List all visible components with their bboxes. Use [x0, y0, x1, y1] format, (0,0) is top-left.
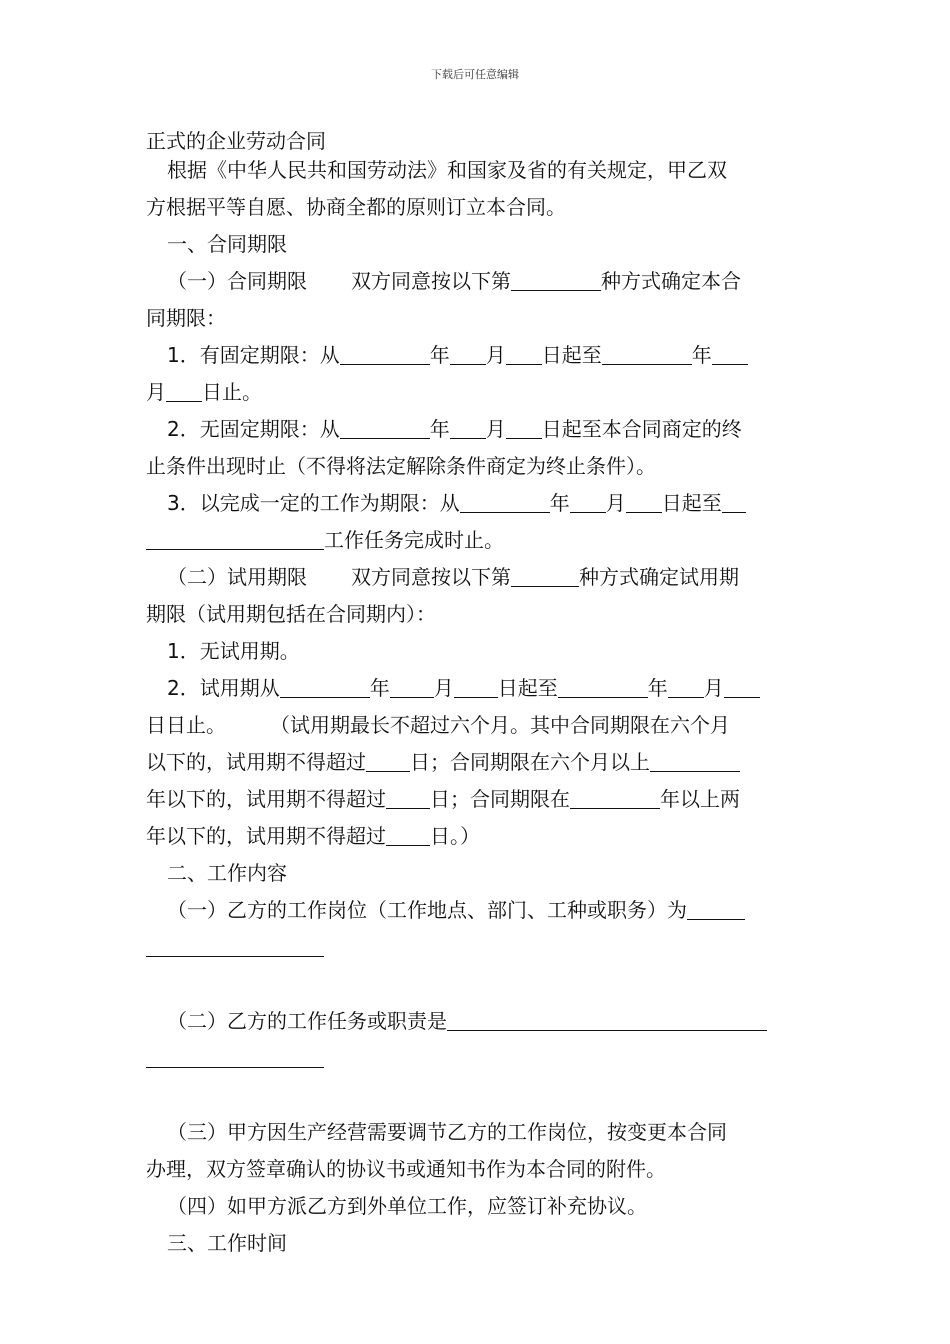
term-method-line-2 — [146, 300, 808, 337]
trial-note-line-3 — [146, 781, 808, 818]
trial-none-line — [146, 633, 808, 670]
spacer — [146, 1077, 808, 1114]
unfixed-term-text-c: 止条件出现时止（不得将法定解除条件商定为终止条件）。 — [146, 454, 656, 478]
job-position-blank-b[interactable] — [146, 936, 324, 957]
task-term-label: 3．以完成一定的工作为期限：从 — [167, 491, 460, 515]
job-duty-text: （二）乙方的工作任务或职责是 — [167, 1009, 447, 1033]
trial-start-month-blank[interactable] — [390, 677, 434, 698]
section-3-heading — [146, 1225, 808, 1262]
trial-text-c: 期限（试用期包括在合同期内）： — [146, 602, 436, 626]
trial-start-year-blank[interactable] — [280, 677, 370, 698]
trial-from-to: 日起至 — [497, 676, 558, 700]
trial-label: （二）试用期限 — [167, 565, 307, 589]
trial-max-days-blank-2[interactable] — [386, 788, 430, 809]
trial-end-text: 日日止。 — [146, 713, 226, 737]
fixed-end-day-blank[interactable] — [166, 381, 202, 402]
job-duty-line-2 — [146, 1040, 808, 1077]
document-title: 正式的企业劳动合同 — [146, 129, 326, 153]
fixed-term-line-2 — [146, 374, 808, 411]
job-position-blank-a[interactable] — [687, 899, 745, 920]
page-header-note: 下载后可任意编辑 — [431, 68, 519, 81]
job-adjust-line — [146, 1114, 808, 1151]
trial-note-b: 以下的，试用期不得超过 — [146, 750, 366, 774]
trial-method-line-2 — [146, 596, 808, 633]
job-adjust-text-a: （三）甲方因生产经营需要调节乙方的工作岗位，按变更本合同 — [167, 1120, 727, 1144]
term-text-c: 同期限： — [146, 306, 226, 330]
task-term-line — [146, 485, 808, 522]
task-year-blank[interactable] — [460, 492, 550, 513]
trial-note-g: 年以下的，试用期不得超过 — [146, 824, 386, 848]
fixed-start-month-blank[interactable] — [450, 344, 486, 365]
unit-year: 年 — [429, 417, 450, 441]
task-term-line-2 — [146, 522, 808, 559]
job-duty-line — [146, 1003, 808, 1040]
unfixed-year-blank[interactable] — [340, 418, 430, 439]
unfixed-day-blank[interactable] — [506, 418, 542, 439]
trial-max-days-blank-3[interactable] — [386, 825, 430, 846]
trial-period-label: 2．试用期从 — [167, 676, 280, 700]
unit-month: 月 — [485, 417, 506, 441]
unfixed-term-label: 2．无固定期限：从 — [167, 417, 340, 441]
intro-text-b: 方根据平等自愿、协商全都的原则订立本合同。 — [146, 195, 566, 219]
fixed-end-month-blank-a[interactable] — [712, 344, 748, 365]
intro-line-1 — [146, 152, 808, 189]
job-position-text: （一）乙方的工作岗位（工作地点、部门、工种或职务）为 — [167, 898, 687, 922]
fixed-term-label: 1．有固定期限：从 — [167, 343, 340, 367]
trial-note-a: （试用期最长不超过六个月。其中合同期限在六个月 — [270, 713, 730, 737]
unfixed-month-blank[interactable] — [450, 418, 486, 439]
spacer — [146, 966, 808, 1003]
task-end-blank-a[interactable] — [722, 492, 746, 513]
trial-end-year-blank[interactable] — [558, 677, 648, 698]
day-end: 日止。 — [202, 380, 262, 404]
trial-text-b: 种方式确定试用期 — [579, 565, 739, 589]
job-position-line-2 — [146, 929, 808, 966]
unfixed-term-line — [146, 411, 808, 448]
job-adjust-text-b: 办理，双方签章确认的协议书或通知书作为本合同的附件。 — [146, 1157, 666, 1181]
fixed-start-year-blank[interactable] — [340, 344, 430, 365]
document-body — [146, 152, 808, 1262]
section-1-heading — [146, 226, 808, 263]
trial-note-e: 日；合同期限在 — [430, 787, 570, 811]
trial-period-line — [146, 670, 808, 707]
trial-end-month-blank[interactable] — [668, 677, 704, 698]
task-month-blank[interactable] — [570, 492, 606, 513]
section-3-heading-text: 三、工作时间 — [167, 1231, 287, 1255]
trial-end-day-blank[interactable] — [724, 677, 760, 698]
trial-max-days-blank-1[interactable] — [366, 751, 410, 772]
trial-method-blank[interactable] — [511, 566, 579, 587]
trial-note-line-4 — [146, 818, 808, 855]
unit-year: 年 — [429, 343, 450, 367]
trial-note-line-1 — [146, 707, 808, 744]
term-text-b: 种方式确定本合 — [601, 269, 741, 293]
trial-start-day-blank[interactable] — [454, 677, 498, 698]
fixed-term-line — [146, 337, 808, 374]
task-end-blank-b[interactable] — [146, 529, 324, 550]
job-duty-blank-b[interactable] — [146, 1047, 324, 1068]
section-2-heading-text: 二、工作内容 — [167, 861, 287, 885]
job-adjust-line-2 — [146, 1151, 808, 1188]
term-method-blank[interactable] — [511, 270, 601, 291]
trial-note-h: 日。） — [430, 824, 480, 848]
unit-month: 月 — [485, 343, 506, 367]
trial-note-c: 日；合同期限在六个月以上 — [410, 750, 650, 774]
unit-month: 月 — [703, 676, 724, 700]
term-text-a: 双方同意按以下第 — [351, 269, 511, 293]
unit-year: 年 — [647, 676, 668, 700]
outside-work-text: （四）如甲方派乙方到外单位工作，应签订补充协议。 — [167, 1194, 647, 1218]
unit-year: 年 — [691, 343, 712, 367]
fixed-end-year-blank[interactable] — [602, 344, 692, 365]
fixed-start-day-blank[interactable] — [506, 344, 542, 365]
trial-note-f: 年以上两 — [660, 787, 740, 811]
day-from-to: 日起至 — [541, 343, 602, 367]
unit-month: 月 — [146, 380, 166, 404]
unit-year: 年 — [369, 676, 390, 700]
section-2-heading — [146, 855, 808, 892]
section-1-heading-text: 一、合同期限 — [167, 232, 287, 256]
intro-line-2 — [146, 189, 808, 226]
unit-year: 年 — [549, 491, 570, 515]
unfixed-term-line-2 — [146, 448, 808, 485]
intro-text-a: 根据《中华人民共和国劳动法》和国家及省的有关规定，甲乙双 — [167, 158, 727, 182]
task-term-text-b: 日起至 — [661, 491, 722, 515]
trial-note-line-2 — [146, 744, 808, 781]
trial-none-text: 1．无试用期。 — [167, 639, 300, 663]
trial-note-d: 年以下的，试用期不得超过 — [146, 787, 386, 811]
trial-text-a: 双方同意按以下第 — [351, 565, 511, 589]
term-label: （一）合同期限 — [167, 269, 307, 293]
term-method-line — [146, 263, 808, 300]
trial-years-blank-2[interactable] — [570, 788, 660, 809]
job-duty-blank-a[interactable] — [447, 1010, 767, 1031]
unit-month: 月 — [605, 491, 626, 515]
task-term-text-c: 工作任务完成时止。 — [324, 528, 504, 552]
unit-month: 月 — [433, 676, 454, 700]
trial-method-line — [146, 559, 808, 596]
task-day-blank[interactable] — [626, 492, 662, 513]
outside-work-line — [146, 1188, 808, 1225]
job-position-line — [146, 892, 808, 929]
trial-years-blank-1[interactable] — [650, 751, 740, 772]
unfixed-term-text-b: 日起至本合同商定的终 — [541, 417, 742, 441]
